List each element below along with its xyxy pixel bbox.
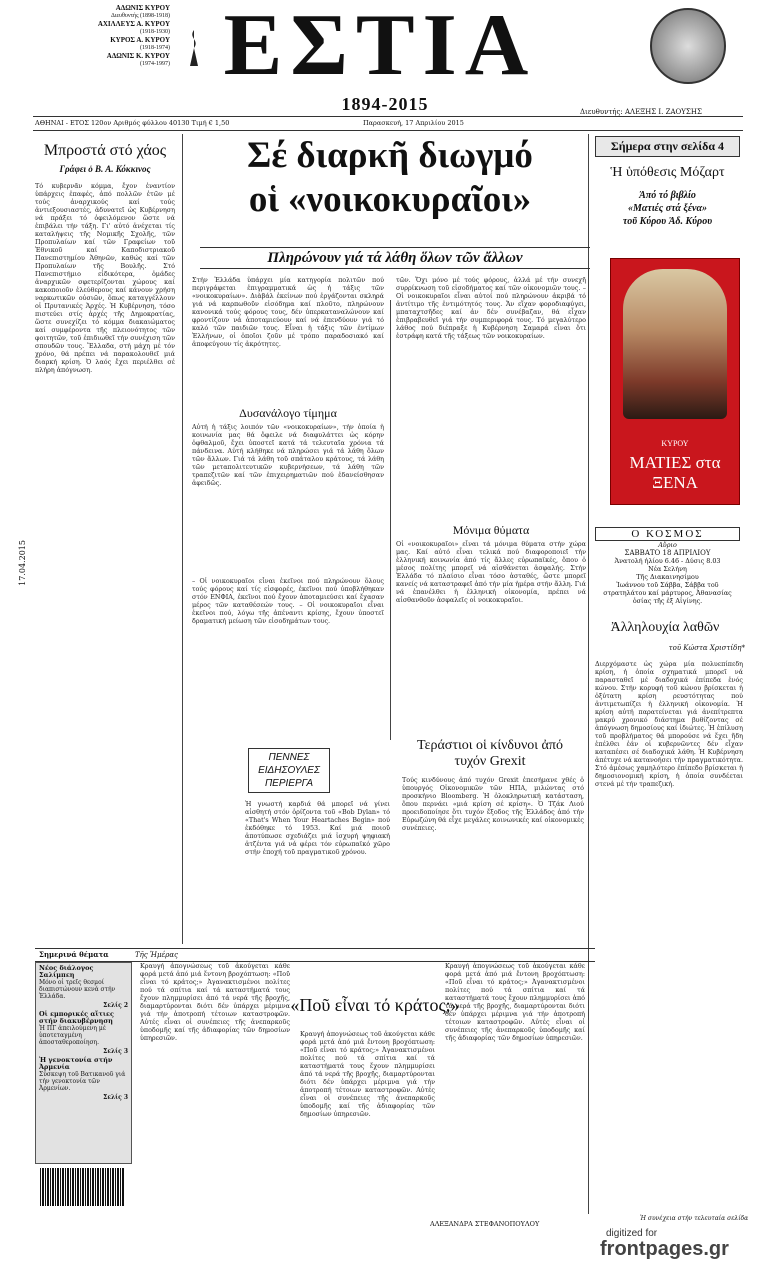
main-headline bbox=[190, 134, 590, 222]
main-headline-line: Σέ διαρκῆ διωγμό bbox=[247, 135, 533, 176]
main-body: – Οἱ νοικοκυραῖοι εἶναι ἐκεῖνοι πού πληρώνουν ὅλους τούς φόρους καί τίς εἰσφορές, ἐκεῖνοι πού ὑποβλήθηκαν στόν ΕΝΦΙΑ, ἐκεῖνοι πού ἔχουν ἀποταμιεύσει καί ἔχασαν μέρος τῶν καταθέσεών τους. – Οἱ νοικοκυραῖοι εἶναι ἐκεῖνοι πού, λόγω τῆς ἀπέναντι κρίσης, ἔχουν ὑποστεῖ δραματική μείωση τῶν εἰσοδημάτων τους. bbox=[192, 577, 384, 625]
founder-name: ΑΔΩΝΙΣ ΚΥΡΟΥ bbox=[115, 4, 170, 12]
main-body: Οἱ «νοικοκυραῖοι» εἶναι τά μόνιμα θύματα στήν χώρα μας. Καί αὐτό εἶναι τελικά πού διαφοροποιεῖ τήν ἑλληνική κοινωνία ἀπό τίς ἄλλες εὐρωπαϊκές, ὅπου ὁ μέσος πολίτης μπορεῖ νά αἰσθάνεται ἀσφαλής. Στήν Ἑλλάδα τό πλαίσιο εἶναι τόσο ἀσταθές, ὥστε μπορεῖ κανείς νά καταστραφεῖ ἀπό τήν μία ἡμέρα στήν ἄλλη. Γιά νά ἐπανέλθει ἡ ἑλληνική οἰκονομία, πρέπει νά αἰσθανθοῦν ἀσφαλεῖς οἱ νοικοκυραῖοι. bbox=[396, 540, 586, 604]
vertical-date: 17.04.2015 bbox=[18, 540, 27, 586]
mozart-title: Ἡ ὑπόθεσις Μόζαρτ bbox=[610, 165, 725, 180]
topic-title: Ἡ γενοκτονία στήν Ἀρμενία bbox=[39, 1056, 113, 1071]
grexit-title: Τεράστιοι οἱ κίνδυνοι ἀπό τυχόν Grexit bbox=[417, 738, 563, 769]
errors-byline: τοῦ Κώστα Χριστίδη* bbox=[668, 644, 745, 652]
topic-text: Μόνο οἱ τρεῖς θεσμοί διαπιστώνουν κενά στήν Ἑλλάδα. bbox=[39, 979, 116, 1000]
lower-bar bbox=[35, 948, 595, 962]
main-subtitle: Πληρώνουν γιά τά λάθη ὅλων τῶν ἄλλων bbox=[200, 247, 590, 269]
kosmos-date: ΣΑΒΒΑΤΟ 18 ΑΠΡΙΛΙΟΥ bbox=[624, 549, 711, 557]
topic-text: Ἡ ΠΓ ἀπειλούμενη μέ ὑποτεταγμένη ἀποσταθεροποίηση. bbox=[39, 1025, 106, 1046]
watermark-site: frontpages.gr bbox=[600, 1238, 729, 1260]
bottom-body: Κραυγή ἀπογνώσεως τοῦ ἀκούγεται κάθε φορά μετά ἀπό μιά ἔντονη βροχόπτωση: «Ποῦ εἶναι τό κράτος;» Ἀγανακτισμένοι πολίτες πού τά σπίτια καί τά καταστήματά τους ἔχουν πλημμυρίσει ἀπό τά νερά τῆς βροχῆς, διαμαρτύρονται διότι δέν ὑπάρχει μέριμνα γιά τήν ἀποτροπή τέτοιων καταστροφῶν. Αὐτές εἶναι οἱ συνέπειες τῆς ἀνεπαρκοῦς ὑποδομῆς καί τῆς ἀδιαφορίας τῶν δημοσίων ὑπηρεσιῶν. bbox=[140, 962, 290, 1042]
book-author: ΚΥΡΟΥ bbox=[661, 439, 689, 448]
founder-role: Διευθυντής (1898-1918) bbox=[111, 13, 170, 19]
founder-role: (1918-1930) bbox=[140, 29, 170, 35]
day-label: Τῆς Ἡμέρας bbox=[135, 951, 179, 959]
news-box-line: ΠΕΝΝΕΣ bbox=[268, 752, 310, 763]
masthead-years: 1894-2015 bbox=[341, 94, 429, 114]
main-col-2 bbox=[396, 276, 586, 710]
topic-item bbox=[36, 963, 131, 1002]
book-cover bbox=[610, 258, 740, 505]
section-heading: Δυσανάλογο τίμημα bbox=[239, 406, 337, 420]
topic-page: Σελίς 2 bbox=[103, 1002, 128, 1009]
column-rule bbox=[588, 134, 589, 1214]
left-article-body: Τό κυβερνᾶν κόμμα, ἔχον ἐναντίον ὑπάρχεις ἐπαφές, ἀπό πολλῶν ἐτῶν μέ τούς ἀναρχικούς καί τούς ἀντιεξουσιαστές, ἀδυνατεῖ ὡς Κυβέρνηση νά πράξει τό ὀφειλόμενον ὥστε νά ἐπιβάλει τήν τάξη. Γι' αὐτό ἀνέχεται τίς καταλήψεις τῆς Νομικῆς Σχολῆς, τῶν Προπυλαίων καί τῶν Γραφείων τοῦ Ἐθνικοῦ καί Καποδιστριακοῦ Πανεπιστημίου Ἀθηνῶν, καθώς καί τῶν Προπυλαίων τῆς Βουλῆς. Στό Πανεπιστήμιο εἰδικότερα, ὁμάδες ἀναρχικῶν σφετερίζονται χώρους καί κακοποιοῦν ἐλεύθερους καί κάνουν χρήση ναρκωτικῶν οὐσιῶν, ὅπως καταγγέλλουν οἱ Πρυτανικές Ἀρχές. Ἡ Κυβέρνηση, τόσο πιστεύει στίς ἀρχές τῆς Δημοκρατίας, ὥστε συνεχίζει τό κόμμα διακαιώματος καί συμφέροντα τῆς πλειονότητος τῶν φοιτητῶν, τοῦ ἐπιδιωθεῖ τήν συνέχιση τῶν σπουδῶν τους. Ἔλλαδα, στή μάχη μέ τόν χρόνο, θά πρέπει νά παρακολουθεῖ μιά διαρκή κρίση. Ὁ λαός ἔχει περιέλθει σέ πλήρη ἀπόγνωση. bbox=[35, 182, 175, 374]
topic-text: Σύσκεψη τοῦ Βατικανοῦ γιά τήν γενοκτονία τῶν Ἀρμενίων. bbox=[39, 1071, 126, 1092]
topics-box bbox=[35, 962, 132, 1164]
kosmos-sun: Ἀνατολή ἡλίου 6.46 - Δύσις 8.03 bbox=[614, 557, 721, 565]
topic-item bbox=[36, 1009, 131, 1048]
bottom-title: «Ποῦ εἶναι τό κράτος;» bbox=[290, 995, 460, 1015]
barcode-icon bbox=[40, 1168, 125, 1206]
info-bar bbox=[33, 116, 743, 131]
errors-body: Διερχόμαστε ὡς χώρα μία πολυεπίπεδη κρίση, ἡ ὁποία σχηματικά μπορεῖ νά παρασταθεῖ μέ διαδοχικά ἐπίπεδα ἑνός κώνου. Στήν κορυφή τοῦ κώνου βρίσκεται ἡ ὀξύτατη κρίση ρευστότητας πού ἀντιμετωπίζει ἡ ἑλληνική οἰκονομία. Ἡ κρίση αὐτή παρατείνεται γιά ἀνεπίτρεπτα μακρύ χρονικό διάστημα βυθίζοντας σέ ἀπόγνωση δημοσίους καί ἰδιώτες. Ἡ ἐπίλυση τοῦ προβλήματος θά μπορούσε νά ἔχει ἤδη ἐπέλθει ἐάν οἱ κυβερνῶντες δέν εἶχαν καταπέσει σέ διαδοχικά λάθη. Ἡ Κυβέρνηση ἀπέτυχε νά κατανοήσει τήν πραγματικότητα. Στό ἀμέσως χαμηλότερο ἐπίπεδο βρίσκεται ἡ δημοσιονομική κρίση, ἡ ὁποία συνδέεται στενά μέ τήν τραπεζική. bbox=[595, 660, 743, 788]
director: Διευθυντής: ΑΛΕΞΗΣ Ι. ΖΑΟΥΣΗΣ bbox=[580, 108, 702, 116]
masthead-title: ΕΣΤΙΑ bbox=[223, 0, 537, 94]
founder-role: (1974-1997) bbox=[140, 61, 170, 67]
issue-date: Παρασκευή, 17 Απριλίου 2015 bbox=[363, 119, 464, 127]
book-note-line: τοῦ Κύρου Ἀδ. Κύρου bbox=[622, 216, 713, 227]
topic-item bbox=[36, 1055, 131, 1094]
founder-name: ΚΥΡΟΣ Α. ΚΥΡΟΥ bbox=[110, 36, 170, 44]
left-article-title: Μπροστά στό χάος bbox=[43, 142, 167, 159]
continues-note: Ἡ συνέχεια στήν τελευταία σελίδα bbox=[640, 1215, 749, 1222]
grexit-body: Τούς κινδύνους ἀπό τυχόν Grexit ἐπεσήμανε χθές ὁ ὑπουργός Οἰκονομικῶν τῶν ΗΠΑ, μιλώντας στό προσκήνιο Bloomberg. Ἡ ὁλοκληρωτική κατάσταση, ὅπου περνάει «μιά κρίση σέ κρίση». Ὁ Τζάκ Λιού προειδοποίησε ὅτι τυχόν ἔξοδος τῆς Ἑλλάδος ἀπό τήν Εὐρωζώνη θά εἶχε μεγάλες κοινωνικές καί οἰκονομικές συνέπειες. bbox=[402, 776, 584, 832]
topic-page: Σελίς 3 bbox=[103, 1094, 128, 1101]
bottom-body: Κραυγή ἀπογνώσεως τοῦ ἀκούγεται κάθε φορά μετά ἀπό μιά ἔντονη βροχόπτωση: «Ποῦ εἶναι τό κράτος;» Ἀγανακτισμένοι πολίτες πού τά σπίτια καί τά καταστήματά τους ἔχουν πλημμυρίσει ἀπό τά νερά τῆς βροχῆς, διαμαρτύρονται διότι δέν ὑπάρχει μέριμνα γιά τήν ἀποτροπή τέτοιων καταστροφῶν. Αὐτές εἶναι οἱ συνέπειες τῆς ἀνεπαρκοῦς ὑποδομῆς καί τῆς ἀδιαφορίας τῶν δημοσίων ὑπηρεσιῶν. bbox=[445, 962, 585, 1042]
kosmos-title: Ο ΚΟΣΜΟΣ bbox=[595, 527, 740, 541]
kosmos-box bbox=[595, 527, 740, 605]
book-note-line: «Ματιές στά ξένα» bbox=[628, 203, 707, 214]
portrait-icon bbox=[623, 269, 727, 419]
topic-title: Οἱ εμπορικές αἴτιες στήν διακυβέρνηση bbox=[39, 1010, 114, 1025]
topic-title: Νέος διάλογος Σαλίμπεη bbox=[39, 964, 94, 979]
kosmos-feast: Ἰωάννου τοῦ Σάββα, Σάββα τοῦ στρατηλάτου καί μάρτυρος, Ἀθανασίας ὁσίας τῆς ἐξ Αἰγίνης. bbox=[603, 581, 732, 605]
signature: ΑΛΕΞΑΝΔΡΑ ΣΤΕΦΑΝΟΠΟΥΛΟΥ bbox=[430, 1220, 540, 1228]
errors-title: Ἀλληλουχία λαθῶν bbox=[610, 620, 720, 635]
founder-name: ΑΔΩΝΙΣ Κ. ΚΥΡΟΥ bbox=[106, 52, 170, 60]
issue-info: ΑΘΗΝΑΙ - ΕΤΟΣ 120ον Αριθμός φύλλου 40130 Τιμή € 1,50 bbox=[35, 119, 230, 127]
book-title: ΜΑΤΙΕΣ στα ΞΕΝΑ bbox=[629, 453, 721, 492]
kosmos-moon: Νέα Σελήνη bbox=[648, 565, 687, 573]
book-note bbox=[595, 189, 740, 228]
main-body: τῶν. Ὄχι μόνο μέ τούς φόρους, ἀλλά μέ τήν συνεχῆ συρρίκνωση τοῦ εἰσοδήματος καί τῶν οἰκονομιῶν τους. – Οἱ νοικοκυραῖοι εἶναι αὐτοί πού πληρώνουν ἀκριβά τό ἀντίτιμο τῆς ἐντιμότητός τους. Ἄν εἴχαν φοροδιαφύγει, μπαταχτσῆδες καί ἀν δέν συνέβαζαν, θά εἶχαν ἐπιβραβευθεῖ γιά τήν συμπεριφορά τους. Τό μεγαλύτερο λάθος πού διέπραξε ἡ Κυβέρνηση Σαμαρά εἶναι ὅτι ἐστράφη κατά τῆς τάξεως τῶν νοικοκυραίων. bbox=[396, 276, 586, 340]
today-page-banner: Σήμερα στην σελίδα 4 bbox=[595, 136, 740, 157]
watermark-line: digitized for bbox=[606, 1228, 658, 1239]
topic-page: Σελίς 3 bbox=[103, 1048, 128, 1055]
topics-label: Σημερινά θέματα bbox=[39, 950, 109, 959]
kosmos-saints: Τῆς Διακαινησίμου bbox=[636, 573, 699, 581]
book-note-line: Ἀπό τό βιβλίο bbox=[639, 190, 696, 201]
column-rule bbox=[390, 300, 391, 740]
founder-role: (1918-1974) bbox=[140, 45, 170, 51]
main-col-1 bbox=[192, 276, 384, 727]
left-article-byline: Γράφει ὁ Β. Α. Κόκκινος bbox=[59, 164, 151, 174]
kosmos-label: Αὔριο bbox=[658, 541, 677, 549]
left-article bbox=[35, 136, 175, 947]
seal-icon bbox=[650, 8, 726, 84]
section-heading: Μόνιμα θύματα bbox=[452, 523, 530, 537]
main-body: Αὐτή ἡ τάξις λοιπόν τῶν «νοικοκυραίων», τήν ὁποία ἡ κοινωνία μας θά ὄφειλε νά διαφυλάττει ὡς κόρην ὀφθαλμοῦ, ἔχει ὑποστεῖ κατά τά τελευταῖα χρόνια τά πάνδεινα. Αὐτή κλήθηκε νά πληρώσει γιά τά λάθη ὅλων τῶν ἄλλων. Γιά τά λάθη τοῦ σπάταλου κράτους, τά λάθη τῶν μεταπολιτευτικῶν κυβερνήσεων, τά λάθη τῶν τραπεζιτῶν καί τῶν ἐπιχειρηματιῶν πού ἐδανείσθησαν ἀφειδῶς. bbox=[192, 423, 384, 487]
bottom-body: Κραυγή ἀπογνώσεως τοῦ ἀκούγεται κάθε φορά μετά ἀπό μιά ἔντονη βροχόπτωση: «Ποῦ εἶναι τό κράτος;» Ἀγανακτισμένοι πολίτες πού τά σπίτια καί τά καταστήματά τους ἔχουν πλημμυρίσει ἀπό τά νερά τῆς βροχῆς, διαμαρτύρονται διότι δέν ὑπάρχει μέριμνα γιά τήν ἀποτροπή τέτοιων καταστροφῶν. Αὐτές εἶναι οἱ συνέπειες τῆς ἀνεπαρκοῦς ὑποδομῆς καί τῆς ἀδιαφορίας τῶν δημοσίων ὑπηρεσιῶν. bbox=[300, 1030, 435, 1118]
founder-name: ΑΧΙΛΛΕΥΣ Α. ΚΥΡΟΥ bbox=[97, 20, 170, 28]
main-headline-line: οἱ «νοικοκυραῖοι» bbox=[248, 179, 532, 220]
news-box-line: ΕΙΔΗΣΟΥΛΕΣ bbox=[258, 765, 320, 776]
news-box bbox=[248, 748, 330, 793]
torch-icon bbox=[180, 28, 208, 68]
news-box-line: ΠΕΡΙΕΡΓΑ bbox=[264, 778, 314, 789]
founders-list bbox=[40, 4, 170, 68]
news-items: Ἡ γνωστή καρδιά θά μπορεῖ νά γίνει αἰσθητή στόν ὁρίζοντα τοῦ «Bob Dylan» τό «That's When Your Heartaches Begin» πού ἐκδόθηκε τό 1953. Καί μιά ποιοῦ ἀποτύπωσε σχεδιάζει μιά ἰσχυρή ψηφιακή ἀτζέντα γιά νά φέρει τόν εὐρωπαϊκό χῶρο στήν ἐποχή τοῦ πραγματικοῦ χρόνου. bbox=[245, 800, 390, 856]
column-rule bbox=[182, 134, 183, 944]
main-body: Στήν Ἑλλάδα ὑπάρχει μία κατηγορία πολιτῶν πού περιγράφεται ἐπιγραμματικά ὡς ἡ τάξις τῶν «νοικοκυραίων». Διὰβάλ ἐκείνων πού ἐργάζονται σκληρά γιά νά καρπωθοῦν εἰσόδημα καί πλοῦτο, πληρώνουν κανονικά τούς φόρους τους, δέν ὑπερκαταναλώνουν καί φροντίζουν νά ἀποταμιεύουν καί νά ἐπενδύουν γιά τό καλό τῶν παιδιῶν τους. Εἶναι ἡ τάξις τῶν ἐντίμων Ἑλλήνων, οἱ ὁποῖοι ζοῦν μέ τρόπο παραδοσιακό καί ἀποφεύγουν τίς ἀκρότητες. bbox=[192, 276, 384, 348]
